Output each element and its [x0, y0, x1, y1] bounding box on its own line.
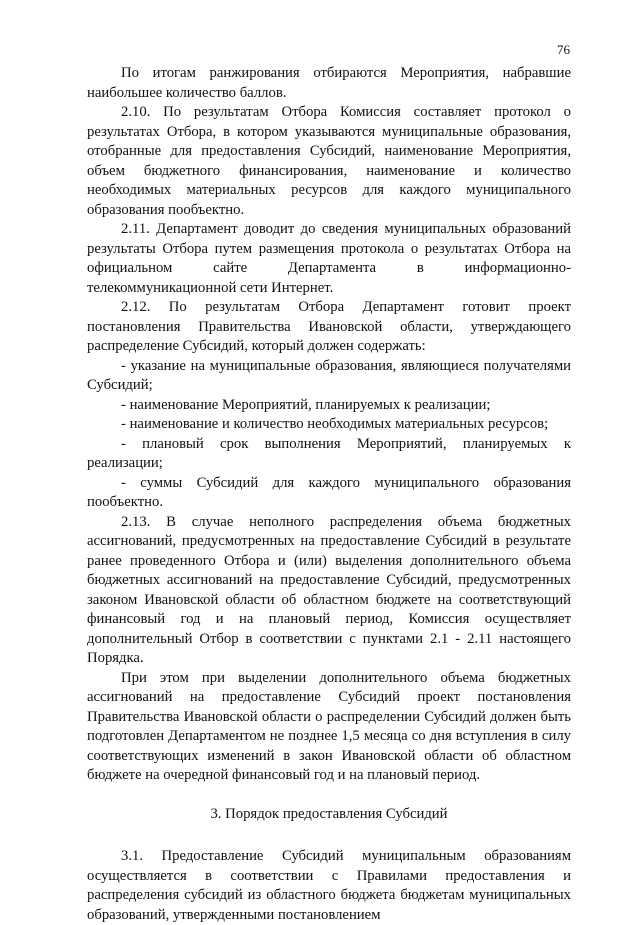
paragraph-2-12: 2.12. По результатам Отбора Департамент готовит проект постановления Правительства Ивановской области, утверждающего распределение Субсидий, который должен содержать:	[87, 299, 571, 354]
paragraph-ranking: По итогам ранжирования отбираются Мероприятия, набравшие наибольшее количество баллов.	[87, 65, 571, 101]
list-item-amounts: - суммы Субсидий для каждого муниципального образования пообъектно.	[87, 474, 571, 510]
paragraph-2-11: 2.11. Департамент доводит до сведения муниципальных образований результаты Отбора путем размещения протокола о результатах Отбора на официальном сайте Департамента в информационно-телекоммуникационной сети Интернет.	[87, 221, 571, 296]
paragraph-additional-allocation: При этом при выделении дополнительного объема бюджетных ассигнований на предоставление Субсидий проект постановления Правительства Ивановской области о распределении Субсидий должен быть подготовлен Департаментом не позднее 1,5 месяца со дня вступления в силу соответствующих изменений в закон Ивановской области об областном бюджете на очередной финансовый год и на плановый период.	[87, 669, 571, 783]
paragraph-3-1: 3.1. Предоставление Субсидий муниципальным образованиям осуществляется в соответствии с Правилами предоставления и распределения субсидий из областного бюджета бюджетам муниципальных образований, утвержденными постановлением	[87, 848, 571, 923]
list-item-municipalities: - указание на муниципальные образования, являющиеся получателями Субсидий;	[87, 357, 571, 393]
paragraph-2-10: 2.10. По результатам Отбора Комиссия составляет протокол о результатах Отбора, в котором указываются муниципальные образования, отобранные для предоставления Субсидий, наименование Мероприятия, объем бюджетного финансирования, наименование и количество необходимых материальных ресурсов для каждого муниципального образования пообъектно.	[87, 104, 571, 218]
paragraph-2-13: 2.13. В случае неполного распределения объема бюджетных ассигнований, предусмотренных на предоставление Субсидий в результате ранее проведенного Отбора и (или) выделения дополнительного объема бюджетных ассигнований на предоставление Субсидий, предусмотренных законом Ивановской области об областном бюджете на соответствующий финансовый год и на плановый период, Комиссия осуществляет дополнительный Отбор в соответствии с пунктами 2.1 - 2.11 настоящего Порядка.	[87, 513, 571, 666]
section-heading: 3. Порядок предоставления Субсидий	[210, 805, 448, 822]
document-body	[87, 64, 571, 925]
list-item-deadline: - плановый срок выполнения Мероприятий, планируемых к реализации;	[87, 435, 571, 471]
page-number: 76	[557, 42, 570, 57]
list-item-resources: - наименование и количество необходимых материальных ресурсов;	[121, 416, 549, 432]
list-item-measures: - наименование Мероприятий, планируемых к реализации;	[121, 396, 491, 413]
